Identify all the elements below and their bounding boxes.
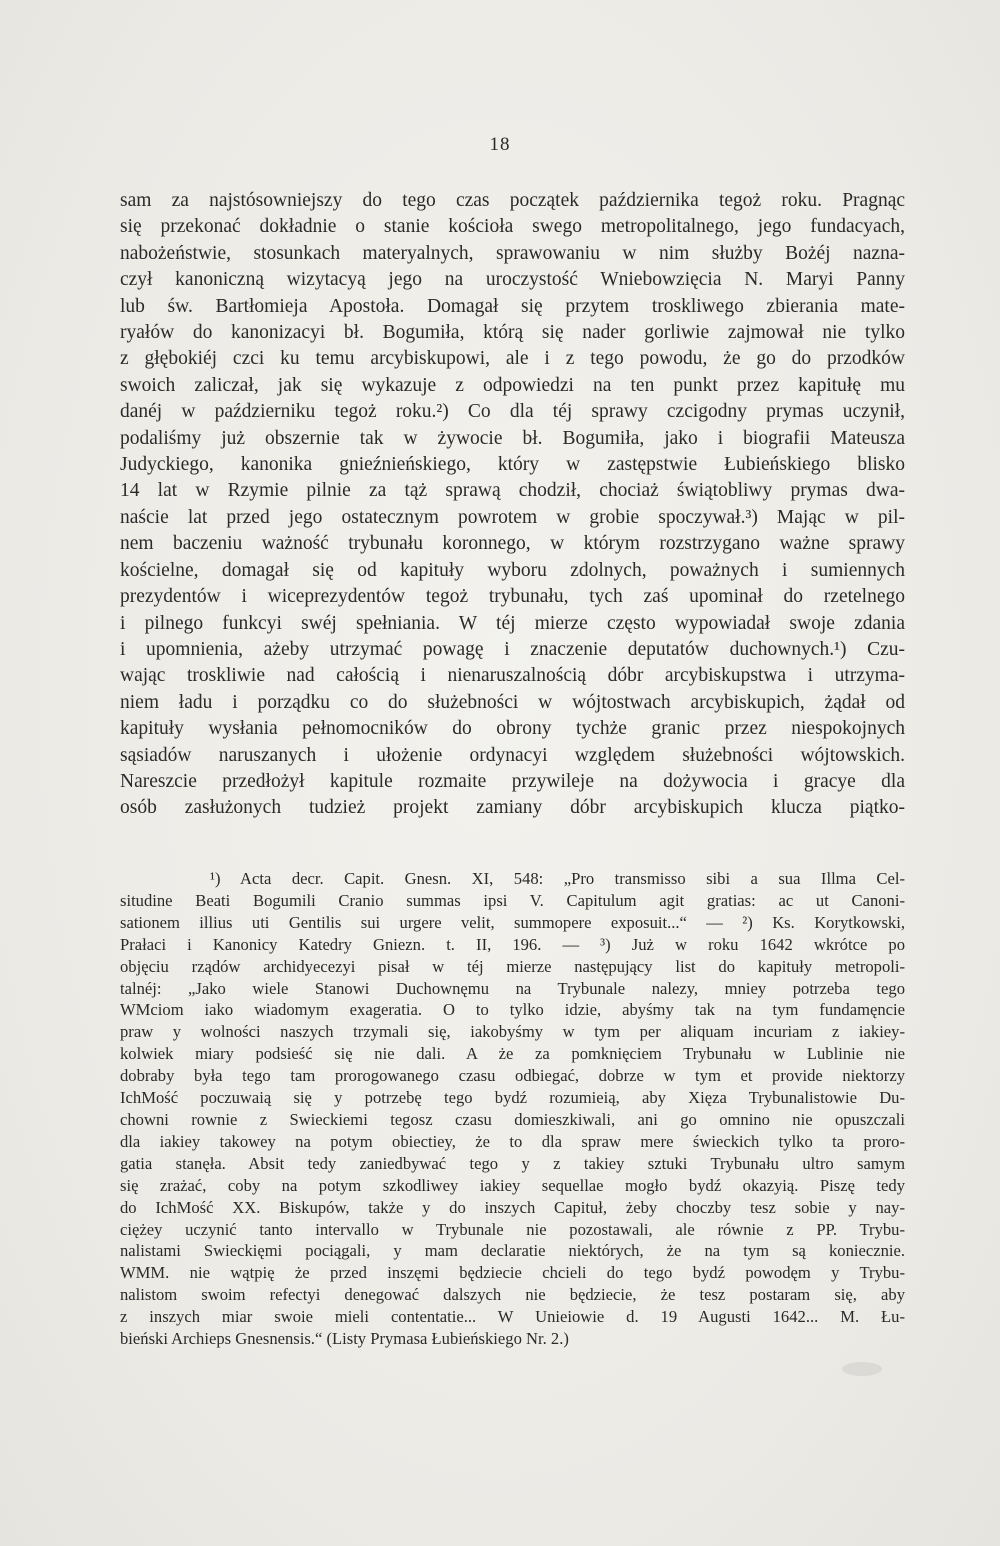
footnote-line: talnéj: „Jako wiele Stanowi Duchownęmu na Trybunale nalezy, mniey potrzeba tego (120, 978, 905, 998)
footnote-line: objęciu rządów archidyecezyi pisał w téj mierze następujący list do kapituły metropoli- (120, 956, 905, 976)
footnote-line: z inszych miar swoie mieli contentatie... W Unieiowie d. 19 Augusti 1642... M. Łu- (120, 1307, 905, 1327)
body-line: ryałów do kanonizacyi bł. Bogumiła, którą się nader gorliwie zajmował nie tylko (120, 322, 905, 344)
body-line: i upomnienia, ażeby utrzymać powagę i znaczenie deputatów duchownych.¹) Czu- (120, 638, 905, 660)
body-line: sam za najstósowniejszy do tego czas początek października tegoż roku. Pragnąc (120, 190, 905, 211)
footnote-line: IchMość poczuwaią się y potrzebę tego bydź rozumieią, aby Xięza Trybunalistowie Du- (120, 1088, 905, 1108)
footnote-line: ¹) Acta decr. Capit. Gnesn. XI, 548: „Pro transmisso sibi a sua Illma Cel- (210, 869, 905, 888)
body-line: Nareszcie przedłożył kapitule rozmaite przywileje na dożywocia i gracye dla (120, 770, 905, 792)
body-line: osób zasłużonych tudzież projekt zamiany dóbr arcybiskupich klucza piątko- (120, 797, 905, 819)
footnote-line: dobraby była tego tam prorogowanego czasu odbiegać, dobrze w tym et provide niektorzy (120, 1066, 905, 1086)
body-line: z głębokiéj czci ku temu arcybiskupowi, ale i z tego powodu, że go do przodków (120, 348, 905, 370)
footnote-line: nalistom swoim refectyi denegować dalszych nie będziecie, że tesz postaram się, aby (120, 1285, 905, 1305)
body-line: nabożeństwie, stosunkach materyalnych, sprawowaniu w nim służby Bożéj nazna- (120, 242, 905, 264)
main-text (120, 188, 905, 822)
footnote-line: nalistami Swieckięmi pociągali, y mam declaratie niektórych, że na tym są koniecznie. (120, 1241, 905, 1261)
footnote-line: sationem illius uti Gentilis sui urgere velit, summopere exposuit...“ — ²) Ks. Korytkowski, (120, 912, 905, 932)
body-line: i pilnego funkcyi swéj spełniania. W téj mierze często wypowiadał swoje zdania (120, 612, 905, 634)
body-line: czył kanoniczną wizytacyą jego na uroczystość Wniebowzięcia N. Maryi Panny (120, 269, 905, 291)
body-line: podaliśmy już obszernie tak w żywocie bł. Bogumiła, jako i biografii Mateusza (120, 427, 905, 449)
footnote-line: WMM. nie wątpię że przed inszęmi będziecie chcieli do tego bydź powodęm y Trybu- (120, 1263, 905, 1283)
body-line: nem baczeniu ważność trybunału koronnego, w którym rozstrzygano ważne sprawy (120, 533, 905, 555)
body-line: swoich zaliczał, jak się wykazuje z odpowiedzi na ten punkt przez kapitułę mu (120, 374, 905, 396)
body-line: wając troskliwie nad całością i nienaruszalnością dóbr arcybiskupstwa i utrzyma- (120, 665, 905, 687)
body-line: naście lat przed jego ostatecznym powrotem w grobie spoczywał.³) Mając w pil- (120, 506, 905, 528)
footnote-line: kolwiek miary podsieść się nie dali. A że za pomknięciem Trybunału w Lublinie nie (120, 1044, 905, 1064)
body-line: się przekonać dokładnie o stanie kościoła swego metropolitalnego, jego fundacyach, (120, 216, 905, 238)
body-line: lub św. Bartłomieja Apostoła. Domagał się przytem troskliwego zbierania mate- (120, 295, 905, 317)
body-line: kościelne, domagał się od kapituły wyboru zdolnych, poważnych i sumiennych (120, 559, 905, 581)
body-line: Judyckiego, kanonika gnieźnieńskiego, który w zastępstwie Łubieńskiego blisko (120, 454, 905, 476)
footnote-line: praw y wolności naszych trzymali się, iakobyśmy w tym per aliquam incuriam z iakiey- (120, 1022, 905, 1042)
paper-stain (842, 1362, 882, 1376)
footnote-line: gatia stanęła. Absit tedy zaniedbywać tego y z takiey sztuki Trybunału ultro samym (120, 1153, 905, 1173)
body-line: danéj w październiku tegoż roku.²) Co dla téj sprawy czcigodny prymas uczynił, (120, 401, 905, 423)
footnote-line: chowni rownie z Swieckiemi tegosz czasu domieszkiwali, ani go omnino nie opuszczali (120, 1109, 905, 1129)
footnote-line: do IchMość XX. Biskupów, także y do inszych Capituł, żeby choczby tesz sobie y nay- (120, 1197, 905, 1217)
page-number: 18 (489, 134, 511, 155)
footnote-line: ciężey uczynić tanto intervallo w Trybunale nie pozostawali, ale równie z PP. Trybu- (120, 1219, 905, 1239)
body-line: niem ładu i porządku co do służebności w wójtostwach arcybiskupich, żądał od (120, 691, 905, 713)
footnote-line: situdine Beati Bogumili Cranio summas ipsi V. Capitulum agit gratias: ac ut Canoni- (120, 890, 905, 910)
footnote-line: się zrażać, coby na potym szkodliwey iakiey sequellae mogło bydź okazyią. Piszę tedy (120, 1175, 905, 1195)
footnote-line: dla iakiey takowey na potym obiectiey, że to dla spraw mere świeckich tylko ta proro- (120, 1131, 905, 1151)
body-line: sąsiadów naruszanych i ułożenie ordynacyi względem służebności wójtowskich. (120, 744, 905, 766)
body-line: 14 lat w Rzymie pilnie za tąż sprawą chodził, chociaż świątobliwy prymas dwa- (120, 480, 905, 502)
footnote-line: bieński Archieps Gnesnensis.“ (Listy Prymasa Łubieńskiego Nr. 2.) (120, 1329, 569, 1349)
body-line: kapituły wysłania pełnomocników do obrony tychże granic przez niespokojnych (120, 718, 905, 740)
footnote-line: Prałaci i Kanonicy Katedry Gniezn. t. II, 196. — ³) Już w roku 1642 wkrótce po (120, 934, 905, 954)
footnotes (120, 868, 905, 1350)
footnote-line: WMciom iako wiadomym exageratia. O to tylko idzie, abyśmy tak na tym fundamęncie (120, 1000, 905, 1020)
body-line: prezydentów i wiceprezydentów tegoż trybunału, tych zaś upominał do rzetelnego (120, 586, 905, 608)
